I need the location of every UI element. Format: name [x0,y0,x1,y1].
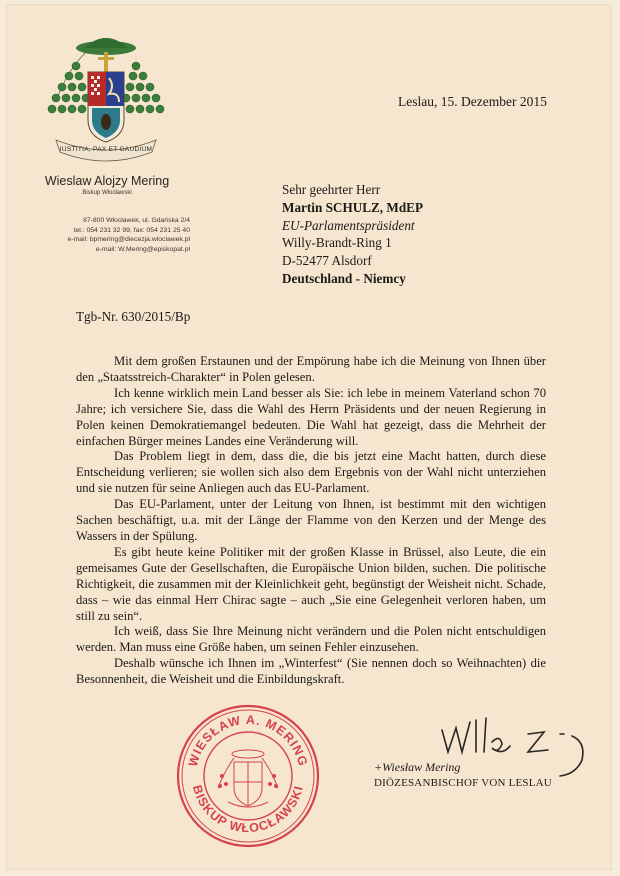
letter-date: Leslau, 15. Dezember 2015 [398,94,547,109]
sender-name: Wieslaw Alojzy Mering [44,174,170,188]
recipient-city: D-52477 Alsdorf [282,253,372,269]
body-paragraph: Das Problem liegt in dem, dass die, die bis jetzt eine Macht hatten, durch diese Entscheidung verlieren; sie wollen sich also dem Ergebnis von der Wahl nicht unterziehen und sie nutzen für seine Anliegen auch das EU-Parlament. [76,449,546,496]
body-paragraph: Es gibt heute keine Politiker mit der großen Klasse in Brüssel, also Leute, die ein gemeisames Gute der Gesellschaften, die Europäische Union bilden, suchen. Die politische Richtigkeit, die zusammen mit der Kleinlichkeit geht, begünstigt der Weisheit nicht. Schade, dass – wie das einmal Herr Chirac sagte – auch „Sie eine Gelegenheit verloren haben, um still zu sein“. [76,544,546,623]
body-paragraph: Ich kenne wirklich mein Land besser als Sie: ich lebe in meinem Vaterland schon 70 Jahre; ich versichere Sie, dass die Wahl des Herrn Präsidents und der neuen Regierung in Polen keinen Demokratiemangel bedeuten. Die Wahl hat gezeigt, dass die Mehrheit der einfachen Bürger meines Landes eine Veränderung will. [76,385,546,448]
letter-body [76,354,546,688]
stamp-text-top: WIESŁAW A. MERING [185,712,311,769]
body-paragraph: Deshalb wünsche ich Ihnen im „Winterfest“ (Sie nennen doch so Weihnachten) die Besonnenheit, die Weisheit und die Einbildungskraft. [76,656,546,687]
signer-title: DIÖZESANBISCHOF VON LESLAU [374,777,552,789]
episcopal-stamp [174,702,322,850]
letter-page [6,4,612,870]
coat-of-arms-emblem [36,32,176,162]
sender-contact [30,216,190,254]
body-paragraph: Das EU-Parlament, unter der Leitung von Ihnen, ist bestimmt mit den wichtigen Sachen beschäftigt, u.a. mit der Länge der Flamme von den Kerzen und der Menge des Wassers in der Spülung. [76,497,546,543]
sender-title: Biskup Włocławski [82,190,132,196]
recipient-salutation: Sehr geehrter Herr [282,182,381,197]
recipient-role: EU-Parlamentspräsident [282,217,415,233]
reference-number: Tgb-Nr. 630/2015/Bp [76,309,191,324]
contact-phone: tel.: 054 231 32 99, fax: 054 231 25 40 [73,226,190,234]
stamp-text-bottom: BISKUP WŁOCŁAWSKI [189,783,306,836]
contact-email-2: e-mail: W.Mering@episkopat.pl [95,245,190,253]
body-paragraph: Ich weiß, dass Sie Ihre Meinung nicht verändern und die Polen nicht entschuldigen werden. Man muss eine Größe haben, um seinen Fehler einzusehen. [76,624,546,655]
contact-address: 87-800 Włocławek, ul. Gdańska 2/4 [83,217,190,224]
sender-block [12,174,202,196]
body-paragraph: Mit dem großen Erstaunen und der Empörung habe ich die Meinung von Ihnen über den „Staatsstreich-Charakter“ in Polen gelesen. [76,354,546,384]
recipient-street: Willy-Brandt-Ring 1 [282,235,392,251]
contact-email-1: e-mail: bpmering@diecezja.wloclawek.pl [67,236,190,244]
recipient-address [282,181,423,288]
signer-block [374,759,552,791]
motto-ribbon-text: IUSTITIA, PAX ET GAUDIUM [59,146,153,153]
recipient-country: Deutschland - Niemcy [282,270,406,286]
recipient-name: Martin SCHULZ, MdEP [282,199,424,215]
signer-name: +Wiesław Mering [374,760,461,774]
